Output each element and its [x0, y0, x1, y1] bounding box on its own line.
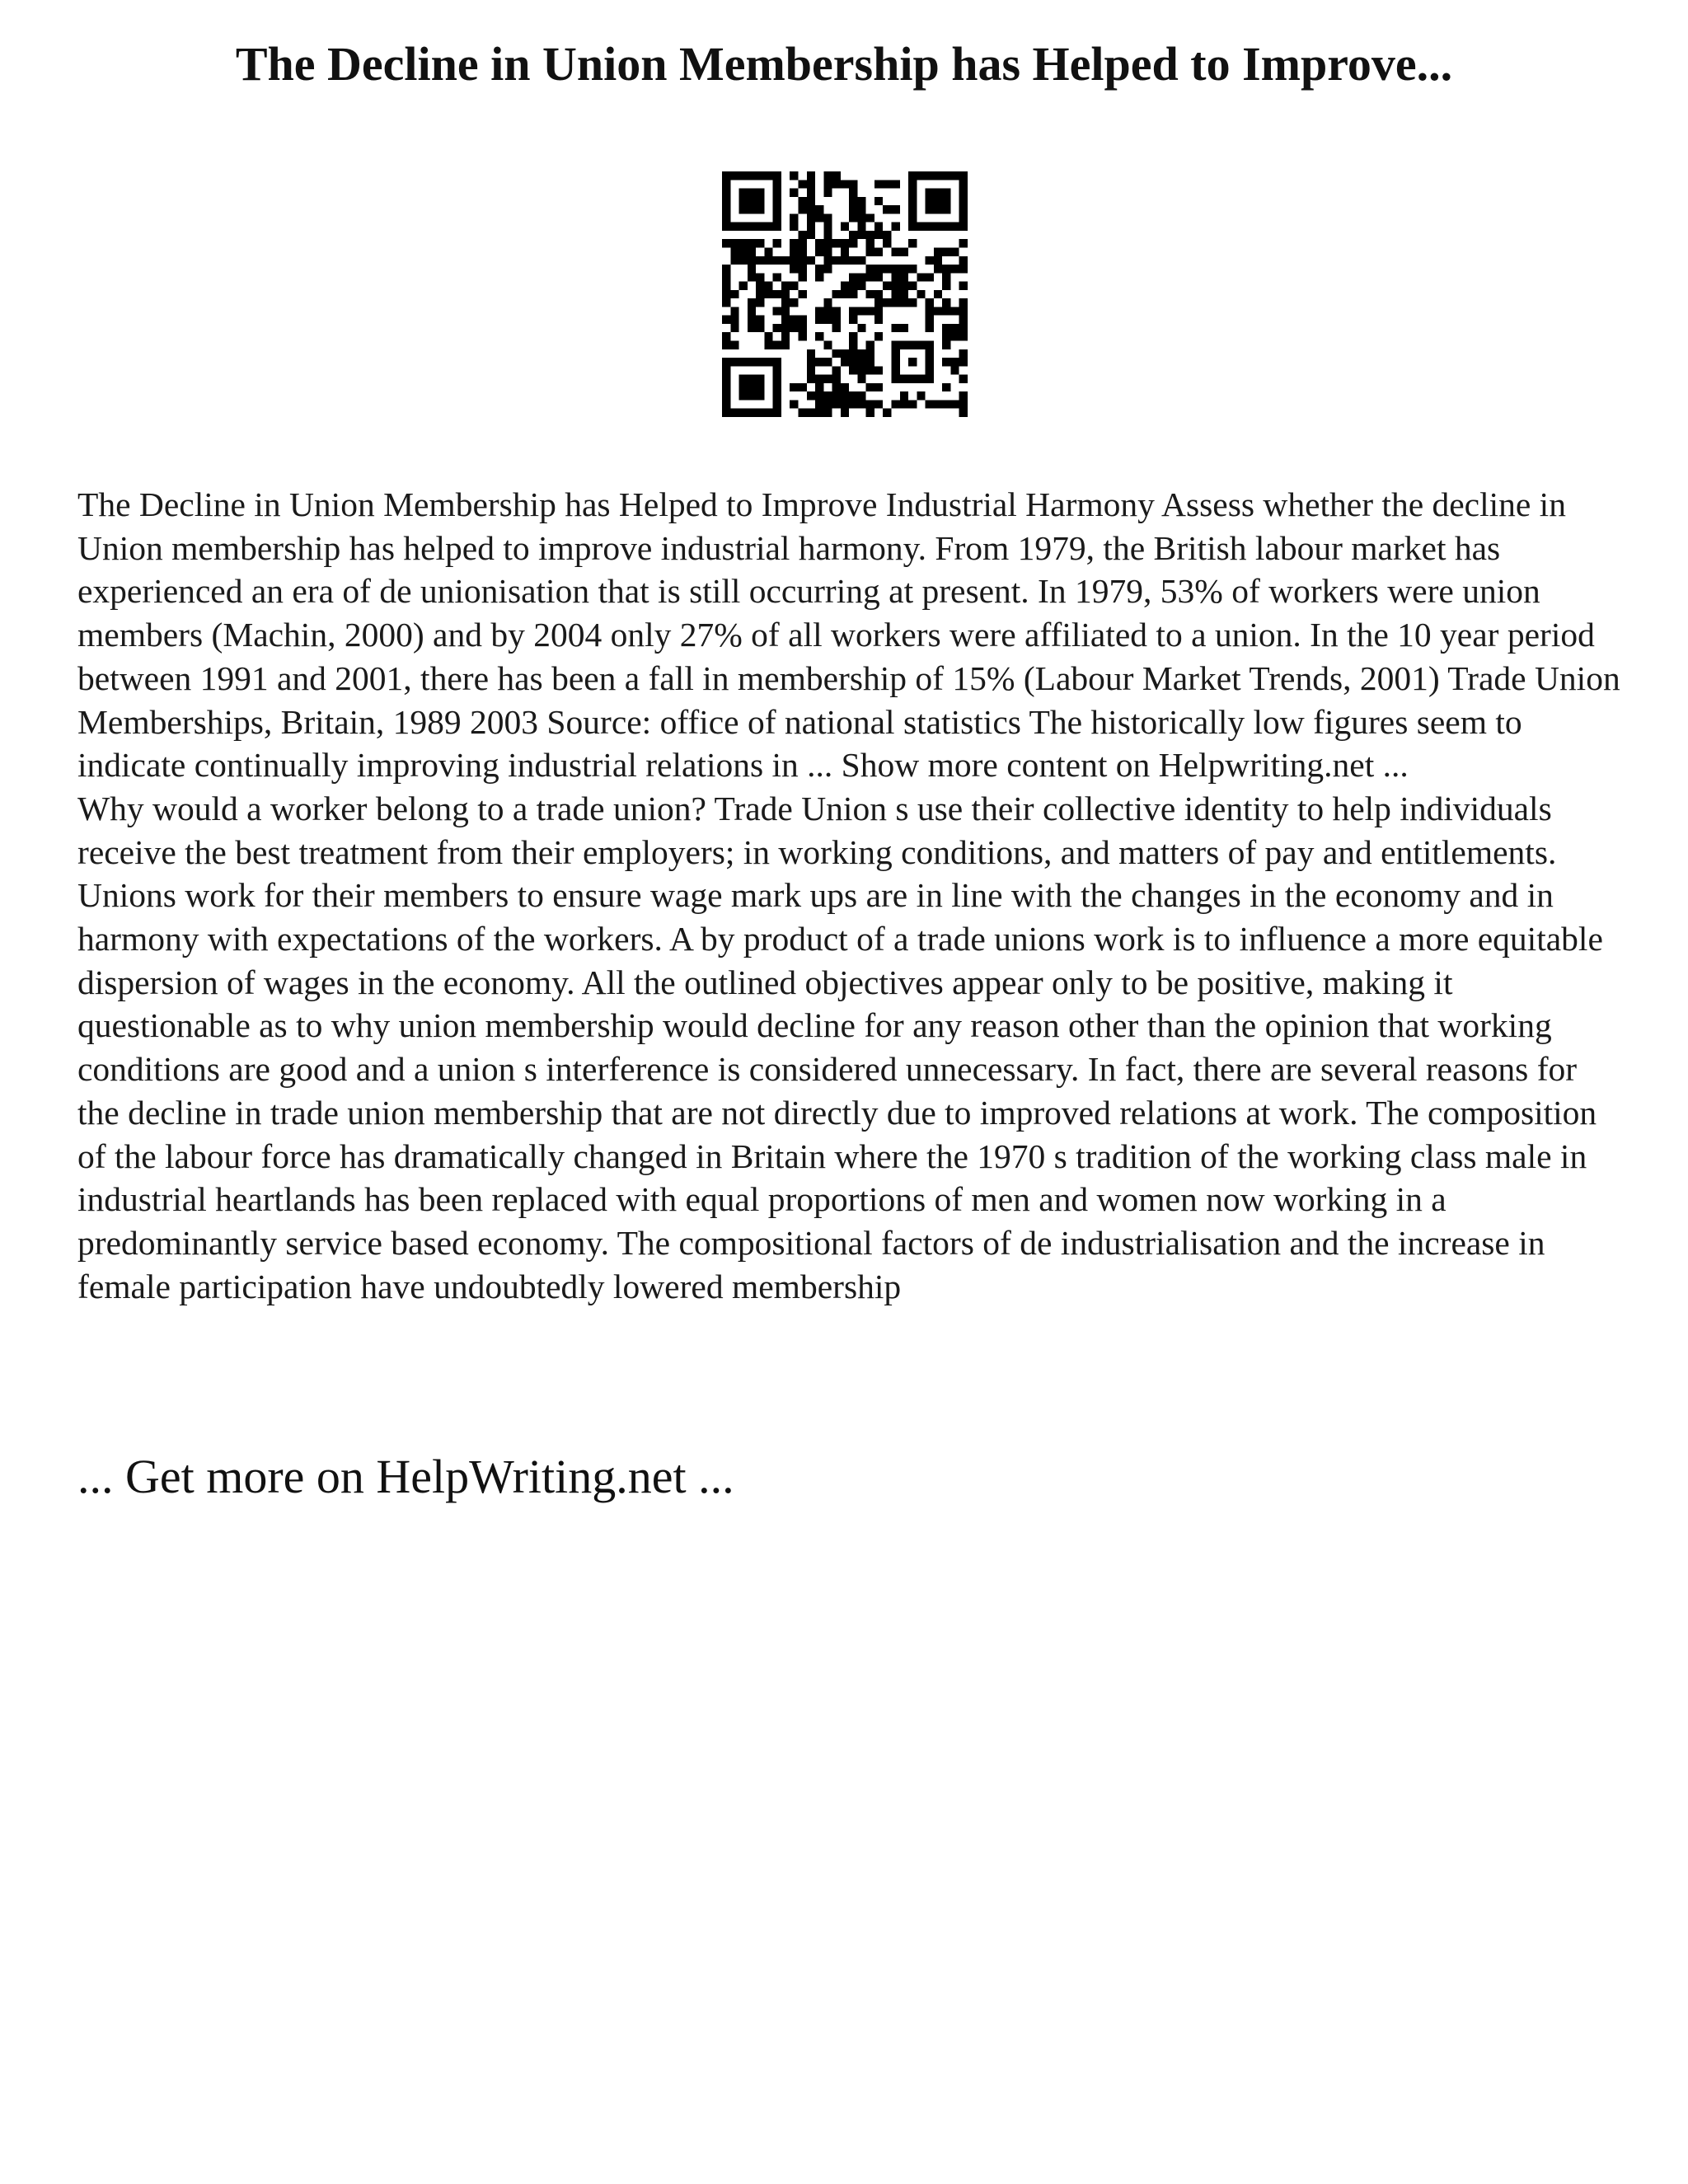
body-paragraph-1: The Decline in Union Membership has Helped to Improve Industrial Harmony Assess whether the decline in Union membership has helped to improve industrial harmony. From 1979, the British labour market has experienced an era of de unionisation that is still occurring at present. In 1979, 53% of workers were union members (Machin, 2000) and by 2004 only 27% of all workers were affiliated to a union. In the 10 year period between 1991 and 2001, there has been a fall in membership of 15% (Labour Market Trends, 2001) Trade Union Memberships, Britain, 1989 2003 Source: office of national statistics The historically low figures seem to indicate continually improving industrial relations in ... Show more content on Helpwriting.net ... — [77, 485, 1620, 785]
qr-code-icon — [722, 171, 968, 417]
body-paragraph-2: Why would a worker belong to a trade union? Trade Union s use their collective identity to help individuals receive the best treatment from their employers; in working conditions, and matters of pay and entitlements. Unions work for their members to ensure wage mark ups are in line with the changes in the economy and in harmony with expectations of the workers. A by product of a trade unions work is to influence a more equitable dispersion of wages in the economy. All the outlined objectives appear only to be positive, making it questionable as to why union membership would decline for any reason other than the opinion that working conditions are good and a union s interference is considered unnecessary. In fact, there are several reasons for the decline in trade union membership that are not directly due to improved relations at work. The composition of the labour force has dramatically changed in Britain where the 1970 s tradition of the working class male in industrial heartlands has been replaced with equal proportions of men and women now working in a predominantly service based economy. The compositional factors of de industrialisation and the increase in female participation have undoubtedly lowered membership — [77, 789, 1603, 1305]
get-more-link[interactable]: ... Get more on HelpWriting.net ... — [77, 1450, 734, 1503]
page-title: The Decline in Union Membership has Helped to Improve... — [235, 37, 1453, 91]
article-body — [77, 483, 1627, 1308]
